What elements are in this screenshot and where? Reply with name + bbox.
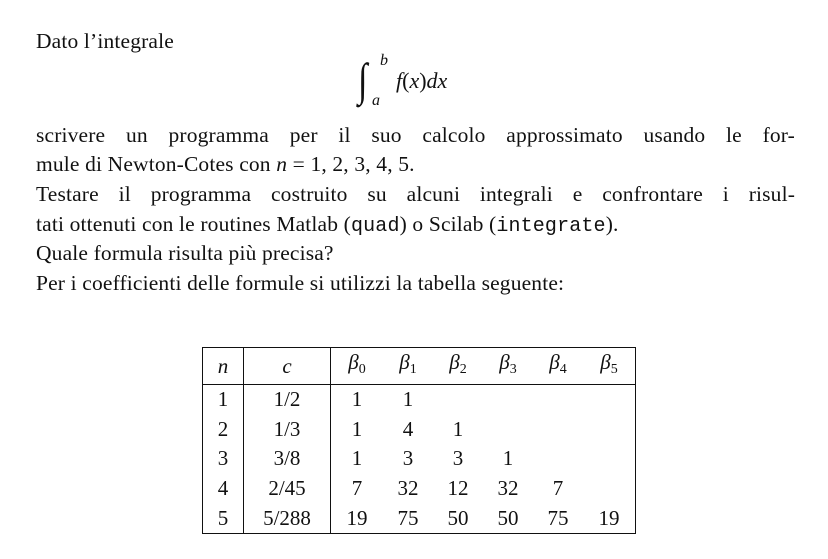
math-variable-n: n	[276, 152, 288, 176]
cell-c: 1/2	[244, 385, 331, 415]
differential: dx	[426, 68, 448, 93]
cell-beta-2	[433, 385, 483, 415]
cell-beta-3: 50	[497, 505, 519, 530]
line-4-suffix: ).	[605, 212, 619, 236]
line-2-prefix: mule di Newton-Cotes con	[36, 152, 277, 176]
table-row	[203, 503, 636, 533]
paragraph-line-1: scrivere un programma per il suo calcolo approssimato usando le for-	[36, 123, 795, 147]
cell-beta-5	[583, 385, 636, 415]
cell-n: 3	[203, 444, 244, 474]
cell-beta-1: 4	[402, 416, 414, 441]
integrand	[396, 68, 447, 94]
cell-beta-4	[533, 444, 583, 474]
header-c: c	[244, 348, 331, 385]
cell-beta-2: 50	[447, 505, 469, 530]
integrand-variable: x	[409, 68, 420, 93]
intro-text: Dato l’integrale	[36, 29, 174, 53]
line-2-math-values: = 1, 2, 3, 4, 5.	[287, 152, 415, 176]
paragraph-line-2	[36, 150, 795, 178]
integral-upper-limit: b	[380, 52, 388, 69]
cell-beta-4: 75	[547, 505, 569, 530]
code-quad: quad	[350, 215, 400, 238]
cell-beta-0: 1	[351, 416, 363, 441]
paragraph-line-3: Testare il programma costruito su alcuni integrali e confrontare i risul-	[36, 182, 795, 206]
integral-formula	[358, 52, 488, 110]
cell-beta-2: 1	[452, 416, 464, 441]
table-row	[203, 444, 636, 474]
cell-beta-5	[583, 415, 636, 445]
cell-beta-5: 19	[598, 505, 620, 530]
cell-beta-0: 7	[351, 476, 363, 501]
cell-beta-2: 12	[447, 476, 469, 501]
cell-beta-0: 1	[351, 387, 363, 412]
cell-beta-3	[483, 415, 533, 445]
cell-beta-0: 1	[351, 446, 363, 471]
cell-beta-4	[533, 385, 583, 415]
cell-beta-1: 32	[397, 476, 419, 501]
cell-beta-5	[583, 444, 636, 474]
integrand-function: f	[396, 68, 403, 93]
paragraph-line-4	[36, 210, 795, 241]
table-header-row	[203, 348, 636, 385]
cell-beta-3: 1	[502, 446, 514, 471]
paragraph-line-5: Quale formula risulta più precisa?	[36, 241, 334, 265]
cell-beta-0: 19	[346, 505, 368, 530]
header-beta-4: $\beta_4$	[533, 348, 583, 385]
integral-symbol: ∫	[358, 54, 368, 105]
cell-c: 2/45	[244, 474, 331, 504]
cell-beta-1: 3	[402, 446, 414, 471]
cell-beta-1: 75	[397, 505, 419, 530]
header-beta-3: $\beta_3$	[483, 348, 533, 385]
cell-n: 4	[203, 474, 244, 504]
header-n: n	[203, 348, 244, 385]
integral-lower-limit: a	[372, 92, 380, 109]
cell-c: 1/3	[244, 415, 331, 445]
cell-c: 5/288	[244, 503, 331, 533]
code-integrate: integrate	[496, 215, 606, 238]
table-row	[203, 474, 636, 504]
header-beta-2: $\beta_2$	[433, 348, 483, 385]
header-beta-1: $\beta_1$	[383, 348, 433, 385]
cell-beta-5	[583, 474, 636, 504]
cell-n: 5	[203, 503, 244, 533]
cell-n: 2	[203, 415, 244, 445]
table-row	[203, 415, 636, 445]
cell-beta-4: 7	[552, 476, 564, 501]
header-beta-5: $\beta_5$	[583, 348, 636, 385]
cell-beta-4	[533, 415, 583, 445]
cell-n: 1	[203, 385, 244, 415]
paren-close: )	[419, 68, 427, 93]
cell-beta-1: 1	[402, 387, 414, 412]
header-beta-0: $\beta_0$	[331, 348, 384, 385]
paren-open: (	[402, 68, 410, 93]
table-row	[203, 385, 636, 415]
cell-beta-2: 3	[452, 446, 464, 471]
paragraph-line-6: Per i coefficienti delle formule si utilizzi la tabella seguente:	[36, 271, 565, 295]
cell-beta-3	[483, 385, 533, 415]
line-4-prefix: tati ottenuti con le routines Matlab (	[36, 212, 351, 236]
newton-cotes-coefficients-table	[202, 347, 636, 534]
line-4-middle: ) o Scilab (	[399, 212, 497, 236]
cell-beta-3: 32	[497, 476, 519, 501]
cell-c: 3/8	[244, 444, 331, 474]
